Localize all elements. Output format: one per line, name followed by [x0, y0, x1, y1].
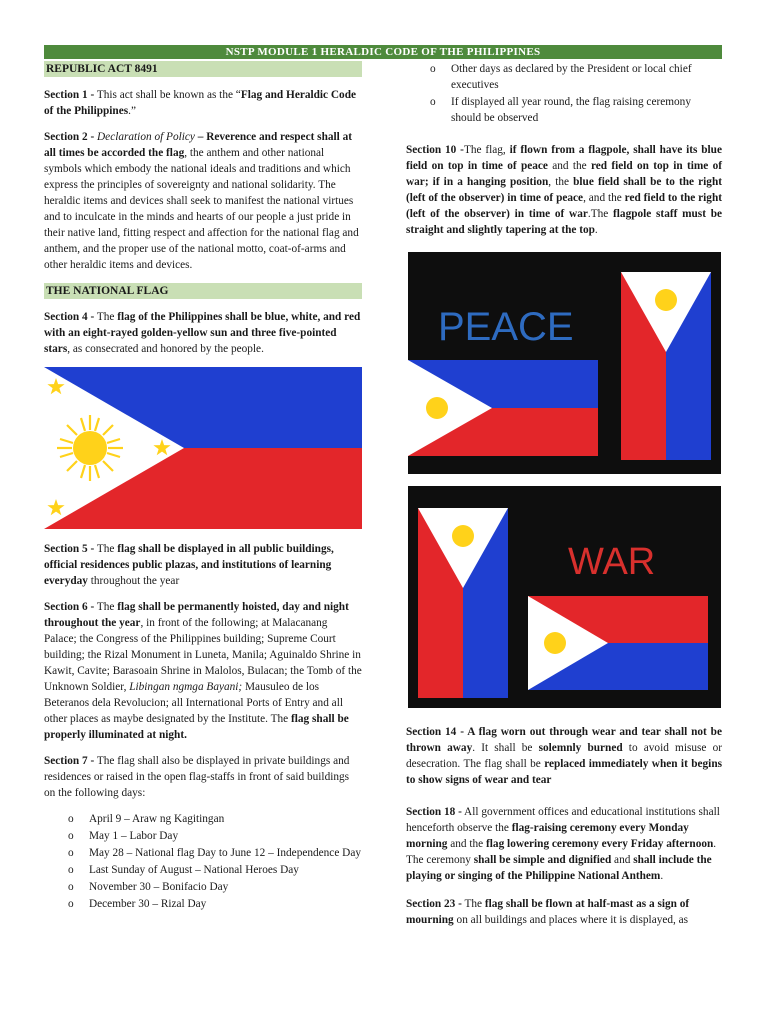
section-5-text: throughout the year [87, 575, 180, 587]
section-7-label: Section 7 - [44, 755, 95, 767]
section-18-paragraph [406, 804, 722, 884]
section-7-text: The flag shall also be displayed in private buildings and residences or raised in the open flag-staffs in front of said buildings on the following days: [44, 755, 350, 799]
section-6-text: , in front of the following; at Malacanang Palace; the Congress of the Philippines building; Supreme Court building; the Rizal Monument in Luneta, Manila; Aguinaldo Shrine in Kawit, Cavite; Barasoain Shrine in Malolos, Bulacan; the Tomb of the Unknown Soldier, [44, 617, 362, 693]
section-5-paragraph [44, 541, 362, 589]
section-10-bold-2: red field on top in time of war; if in a hanging position [406, 160, 722, 188]
section-6-paragraph [44, 599, 362, 743]
flag-horizontal-peace [408, 360, 598, 456]
bullet-icon: o [68, 813, 74, 825]
section-2-bold: – Reverence and respect shall at all times be accorded the flag [44, 131, 353, 159]
other-days-list [406, 61, 722, 126]
section-10-text-4: .The [587, 208, 614, 220]
section-6-text-2: Mausuleo de los Beteranos dela Revolucion; all International Ports of Entry and all other places as maybe designated by the Institute. The [44, 681, 343, 725]
list-item [44, 862, 362, 878]
list-item [44, 828, 362, 844]
list-item-text: Last Sunday of August – National Heroes Day [89, 864, 299, 876]
section-6-label: Section 6 - [44, 601, 95, 613]
philippine-flag-image [44, 367, 362, 529]
section-4-pre: The [94, 311, 118, 323]
section-23-label: Section 23 - [406, 898, 462, 910]
section-18-text-3: . The ceremony [406, 838, 717, 866]
section-5-pre: The [94, 543, 118, 555]
section-18-text-4: and [611, 854, 634, 866]
section-18-end: . [660, 870, 664, 882]
section-1-label: Section 1 - [44, 89, 95, 101]
section-14-text-2: to avoid misuse or desecration. The flag shall be [406, 742, 722, 770]
section-10-label: Section 10 - [406, 144, 464, 156]
peace-photo-svg [408, 252, 721, 474]
section-1-end: .” [128, 105, 136, 117]
section-23-paragraph [406, 896, 722, 928]
section-18-bold-4: shall include the playing or singing of the Philippine National Anthem [406, 854, 712, 882]
war-photo-svg [408, 486, 721, 708]
section-5-bold: flag shall be displayed in all public buildings, official residences public plazas, and institutions of learning everyday [44, 543, 334, 587]
right-column [406, 61, 722, 938]
list-item [44, 896, 362, 912]
section-10-bold-1: if flown from a flagpole, shall have its blue field on top in time of peace [406, 144, 722, 172]
section-18-bold-2: flag lowering ceremony every Friday afternoon [486, 838, 714, 850]
section-heading-republic-act: REPUBLIC ACT 8491 [44, 61, 362, 77]
section-6-italic: Libingan ngmga Bayani; [129, 681, 243, 693]
bullet-icon: o [68, 864, 74, 876]
bullet-icon: o [68, 830, 74, 842]
act-title: Flag and Heraldic Code of the Philippines [44, 89, 356, 117]
section-2-text: , the anthem and other national symbols which embody the national ideals and traditions and which express the principles of sovereignty and national solidarity. The heraldic items and devices shall seek to manifest the national virtues and to inculcate in the minds and hearts of our people a just pride in their native land, fitting respect and affection for the national flag and anthem, and the proper use of the national motto, coat-of-arms and other heraldic items and devices. [44, 147, 359, 271]
list-item-text: Other days as declared by the President or local chief executives [451, 63, 692, 91]
section-10-text-3: , and the [583, 192, 625, 204]
sun-icon [655, 289, 677, 311]
war-flag-photo [408, 486, 721, 708]
section-5-label: Section 5 - [44, 543, 95, 555]
section-2-label: Section 2 - [44, 131, 95, 143]
section-10-paragraph [406, 142, 722, 238]
section-6-bold-2: flag shall be properly illuminated at night. [44, 713, 349, 741]
section-14-paragraph [406, 724, 722, 788]
section-1-text: This act shall be known as the “ [94, 89, 241, 101]
bullet-icon: o [68, 898, 74, 910]
list-item-text: May 28 – National flag Day to June 12 – Independence Day [89, 847, 361, 859]
bullet-icon: o [430, 63, 436, 75]
list-item-text: If displayed all year round, the flag raising ceremony should be observed [451, 96, 691, 124]
section-14-label: Section 14 - [406, 726, 464, 738]
section-2-paragraph [44, 129, 362, 273]
section-14-bold-2: solemnly burned [538, 742, 623, 754]
section-4-label: Section 4 - [44, 311, 95, 323]
bullet-icon: o [68, 881, 74, 893]
sun-icon [452, 525, 474, 547]
section-14-text-1: . It shall be [472, 742, 539, 754]
bullet-icon: o [430, 96, 436, 108]
section-2-italic: Declaration of Policy [94, 131, 195, 143]
section-6-pre: The [94, 601, 118, 613]
section-heading-national-flag: THE NATIONAL FLAG [44, 283, 362, 299]
section-10-pre: The flag, [463, 144, 510, 156]
section-4-bold: flag of the Philippines shall be blue, white, and red with an eight-rayed golden-yellow sun and three five-pointed stars [44, 311, 361, 355]
section-14-bold-3: replaced immediately when it begins to show signs of wear and tear [406, 758, 722, 786]
list-item-text: December 30 – Rizal Day [89, 898, 207, 910]
section-10-text-1: and the [547, 160, 591, 172]
list-item-text: November 30 – Bonifacio Day [89, 881, 229, 893]
list-item [44, 879, 362, 895]
left-column [44, 61, 362, 920]
section-10-text-2: , the [548, 176, 574, 188]
section-18-text-2: and the [447, 838, 487, 850]
section-7-paragraph [44, 753, 362, 801]
section-14-bold-1: A flag worn out through wear and tear shall not be thrown away [406, 726, 722, 754]
section-10-bold-3: blue field shall be to the right (left of the observer) in time of peace [406, 176, 723, 204]
list-item [44, 811, 362, 827]
war-word: WAR [568, 541, 656, 583]
flag-horizontal-war [528, 596, 708, 690]
holiday-list [44, 811, 362, 912]
section-18-bold-1: flag-raising ceremony every Monday morning [406, 822, 689, 850]
bullet-icon: o [68, 847, 74, 859]
flag-vertical-war [418, 508, 508, 698]
peace-flag-photo [408, 252, 721, 474]
section-10-end: . [594, 224, 598, 236]
section-18-label: Section 18 - [406, 806, 462, 818]
list-item [406, 94, 722, 126]
section-23-pre: The [461, 898, 485, 910]
section-4-text: , as consecrated and honored by the people. [67, 343, 264, 355]
section-18-bold-3: shall be simple and dignified [473, 854, 612, 866]
list-item [44, 845, 362, 861]
section-1-paragraph [44, 87, 362, 119]
section-10-bold-5: flagpole staff must be straight and slightly tapering at the top [406, 208, 723, 236]
section-18-text-1: All government offices and educational institutions shall henceforth observe the [406, 806, 720, 834]
section-4-paragraph [44, 309, 362, 357]
section-6-bold: flag shall be permanently hoisted, day and night throughout the year [44, 601, 349, 629]
section-23-text: on all buildings and places where it is displayed, as [453, 914, 689, 926]
list-item [406, 61, 722, 93]
philippine-flag-svg [44, 367, 362, 529]
list-item-text: May 1 – Labor Day [89, 830, 179, 842]
peace-word: PEACE [438, 305, 574, 349]
section-10-bold-4: red field to the right (left of the observer) in time of war [406, 192, 722, 220]
sun-icon [544, 632, 566, 654]
flag-vertical-peace [621, 272, 711, 460]
sun-icon [426, 397, 448, 419]
module-banner: NSTP MODULE 1 HERALDIC CODE OF THE PHILIPPINES [44, 45, 722, 59]
list-item-text: April 9 – Araw ng Kagitingan [89, 813, 225, 825]
section-23-bold: flag shall be flown at half-mast as a sign of mourning [406, 898, 690, 926]
